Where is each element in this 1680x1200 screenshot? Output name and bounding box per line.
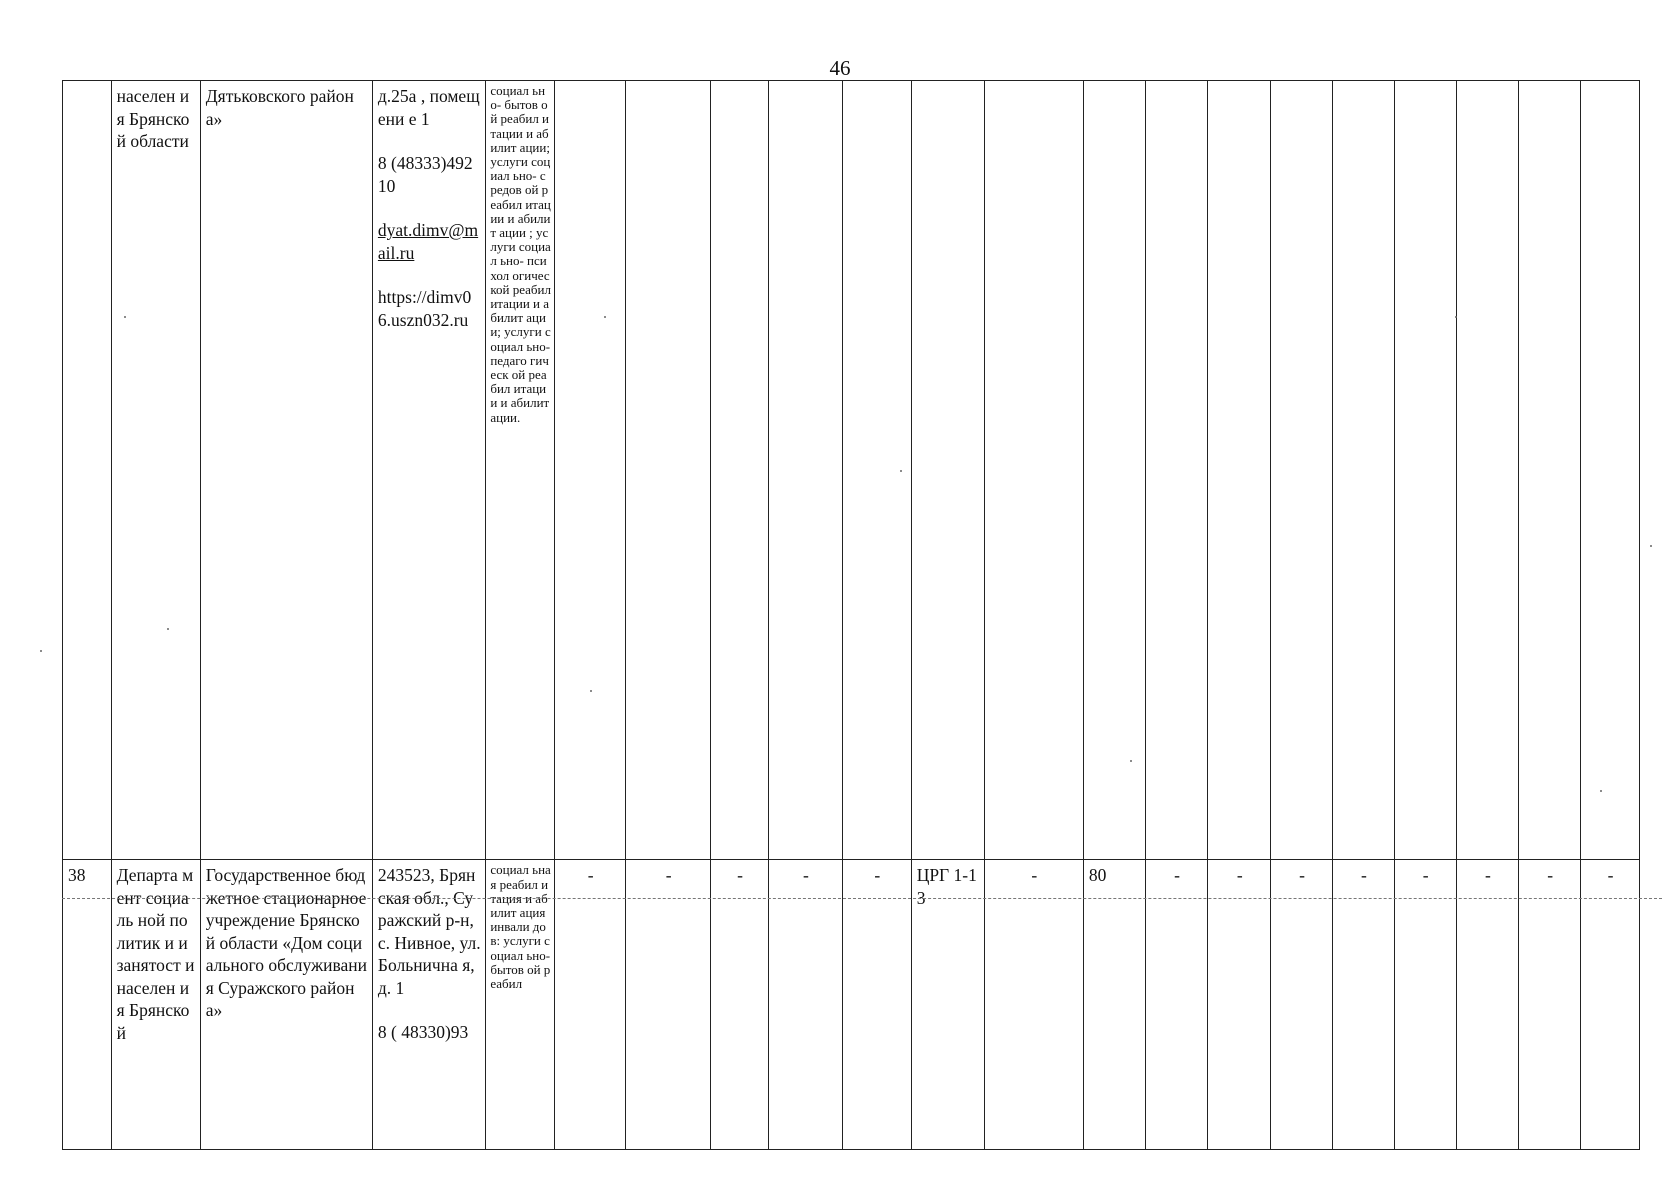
value-cell: - (626, 860, 711, 1150)
institution-cell: Дятьковского района» (200, 81, 372, 860)
value-cell: - (1332, 860, 1394, 1150)
value-cell (1332, 81, 1394, 860)
value-cell: - (1519, 860, 1581, 1150)
institution-cell: Государственное бюджетное стационарное учреждение Брянской области «Дом социального обслуживания Суражского района» (200, 860, 372, 1150)
value-cell (911, 81, 984, 860)
scan-speck (124, 316, 126, 318)
department-cell: населен ия Брянско й области (111, 81, 200, 860)
address-text: д.25а , помещени е 1 (377, 86, 480, 129)
scan-speck (1650, 545, 1652, 547)
value-cell: - (984, 860, 1083, 1150)
scan-speck (604, 316, 606, 318)
scan-speck (590, 690, 592, 692)
value-cell (1271, 81, 1333, 860)
services-cell: социал ьная реабил итация и абилит ация инвали дов: услуги социал ьно- бытов ой реабил (486, 860, 555, 1150)
value-cell (768, 81, 842, 860)
value-cell (984, 81, 1083, 860)
row-number-cell (63, 81, 112, 860)
value-cell: - (1394, 860, 1456, 1150)
value-cell (711, 81, 769, 860)
value-cell (1083, 81, 1145, 860)
page-number: 46 (829, 56, 851, 80)
value-cell: - (1208, 860, 1271, 1150)
value-cell (1456, 81, 1519, 860)
capacity-cell: 80 (1083, 860, 1145, 1150)
value-cell: - (1145, 860, 1208, 1150)
scan-dashed-line (62, 898, 1662, 899)
website-text: https://dimv06.uszn032.ru (377, 287, 472, 330)
registry-table (62, 80, 1640, 1150)
value-cell: - (842, 860, 911, 1150)
value-cell (1581, 81, 1640, 860)
contacts-cell (372, 81, 485, 860)
value-cell (626, 81, 711, 860)
scan-speck (167, 628, 169, 630)
scan-speck (1600, 790, 1602, 792)
scan-speck (1130, 760, 1132, 762)
address-text: 243523, Брянская обл., Суражский р-н, с. Нивное, ул. Больнична я, д. 1 (377, 865, 481, 998)
department-cell: Департа мент социаль ной политик и и занятост и населен ия Брянско й (111, 860, 200, 1150)
scan-speck (40, 650, 42, 652)
row-number-cell: 38 (63, 860, 112, 1150)
code-cell: ЦРГ 1-13 (911, 860, 984, 1150)
value-cell: - (1581, 860, 1640, 1150)
value-cell (1394, 81, 1456, 860)
value-cell: - (768, 860, 842, 1150)
scan-speck (900, 470, 902, 472)
value-cell: - (1456, 860, 1519, 1150)
value-cell: - (1271, 860, 1333, 1150)
email-link[interactable]: dyat.dimv@mail.ru (377, 220, 479, 263)
value-cell: - (711, 860, 769, 1150)
value-cell (1208, 81, 1271, 860)
table-row (63, 860, 1640, 1150)
phone-text: 8 ( 48330)93 (377, 1022, 469, 1043)
value-cell (1519, 81, 1581, 860)
services-cell: социал ьно- бытов ой реабил итации и абилит ации; услуги социал ьно- средов ой реабил итации и абилит ации ; услуги социал ьно- психол огичес кой реабил итации и абилит ации; услуги социал ьно- педаго гическ ой реабил итации и абилит ации. (486, 81, 555, 860)
value-cell: - (555, 860, 626, 1150)
phone-text: 8 (48333)492 10 (377, 153, 473, 196)
table-row (63, 81, 1640, 860)
value-cell (555, 81, 626, 860)
value-cell (1145, 81, 1208, 860)
contacts-cell (372, 860, 485, 1150)
scan-speck (1455, 316, 1457, 318)
